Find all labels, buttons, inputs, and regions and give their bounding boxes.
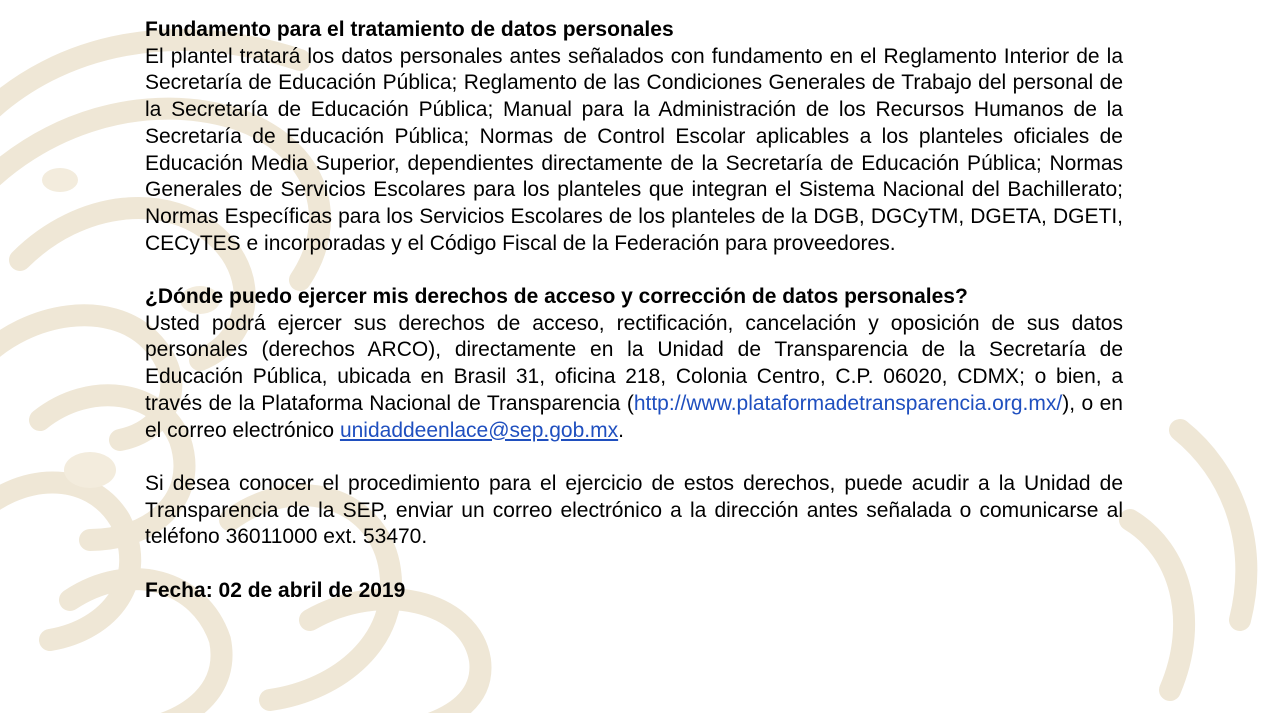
document-date: Fecha: 02 de abril de 2019 bbox=[145, 578, 406, 602]
section-derechos-body bbox=[145, 312, 1123, 442]
section-procedimiento-body: Si desea conocer el procedimiento para el ejercicio de estos derechos, puede acudir a la Unidad de Transparencia de la SEP, enviar un correo electrónico a la dirección antes señalada o comunicarse al teléfono 36011000 ext. 53470. bbox=[145, 471, 1123, 549]
section-derechos-body-part2: ), o en el correo electrónico bbox=[145, 391, 1123, 442]
paragraph-spacer bbox=[145, 551, 1123, 578]
email-period: . bbox=[618, 418, 624, 442]
section-derechos-body-part1: Usted podrá ejercer sus derechos de acceso, rectificación, cancelación y oposición de sus datos personales (derechos ARCO), directamente en la Unidad de Transparencia de la Secretaría de Educación Pública, ubicada en Brasil 31, oficina 218, Colonia Centro, C.P. 06020, CDMX; o bien, a través de la Plataforma Nacional de Transparencia bbox=[145, 311, 1123, 415]
section-derechos-heading: ¿Dónde puedo ejercer mis derechos de acceso y corrección de datos personales? bbox=[145, 285, 968, 309]
open-paren: ( bbox=[626, 391, 634, 415]
email-link[interactable]: unidaddeenlace@sep.gob.mx bbox=[339, 418, 619, 442]
section-fundamento-heading: Fundamento para el tratamiento de datos personales bbox=[145, 18, 674, 41]
section-fundamento-body: El plantel tratará los datos personales antes señalados con fundamento en el Reglamento Interior de la Secretaría de Educación Pública; Reglamento de las Condiciones Generales de Trabajo del personal de la Secretaría de Educación Pública; Manual para la Administración de los Recursos Humanos de la Secretaría de Educación Pública; Normas de Control Escolar aplicables a los planteles oficiales de Educación Media Superior, dependientes directamente de la Secretaría de Educación Pública; Normas Generales de Servicios Escolares para los planteles que integran el Sistema Nacional del Bachillerato; Normas Específicas para los Servicios Escolares de los planteles de la DGB, DGCyTM, DGETA, DGETI, CECyTES e incorporadas y el Código Fiscal de la Federación para proveedores. bbox=[145, 44, 1123, 255]
paragraph-spacer bbox=[145, 444, 1123, 471]
section-derechos bbox=[145, 284, 1123, 444]
section-procedimiento bbox=[145, 471, 1123, 551]
platform-transparencia-link[interactable]: http://www.plataformadetransparencia.org.mx/ bbox=[633, 391, 1063, 415]
paragraph-spacer bbox=[145, 257, 1123, 284]
privacy-notice-content bbox=[145, 17, 1123, 604]
section-fundamento bbox=[145, 17, 1123, 257]
